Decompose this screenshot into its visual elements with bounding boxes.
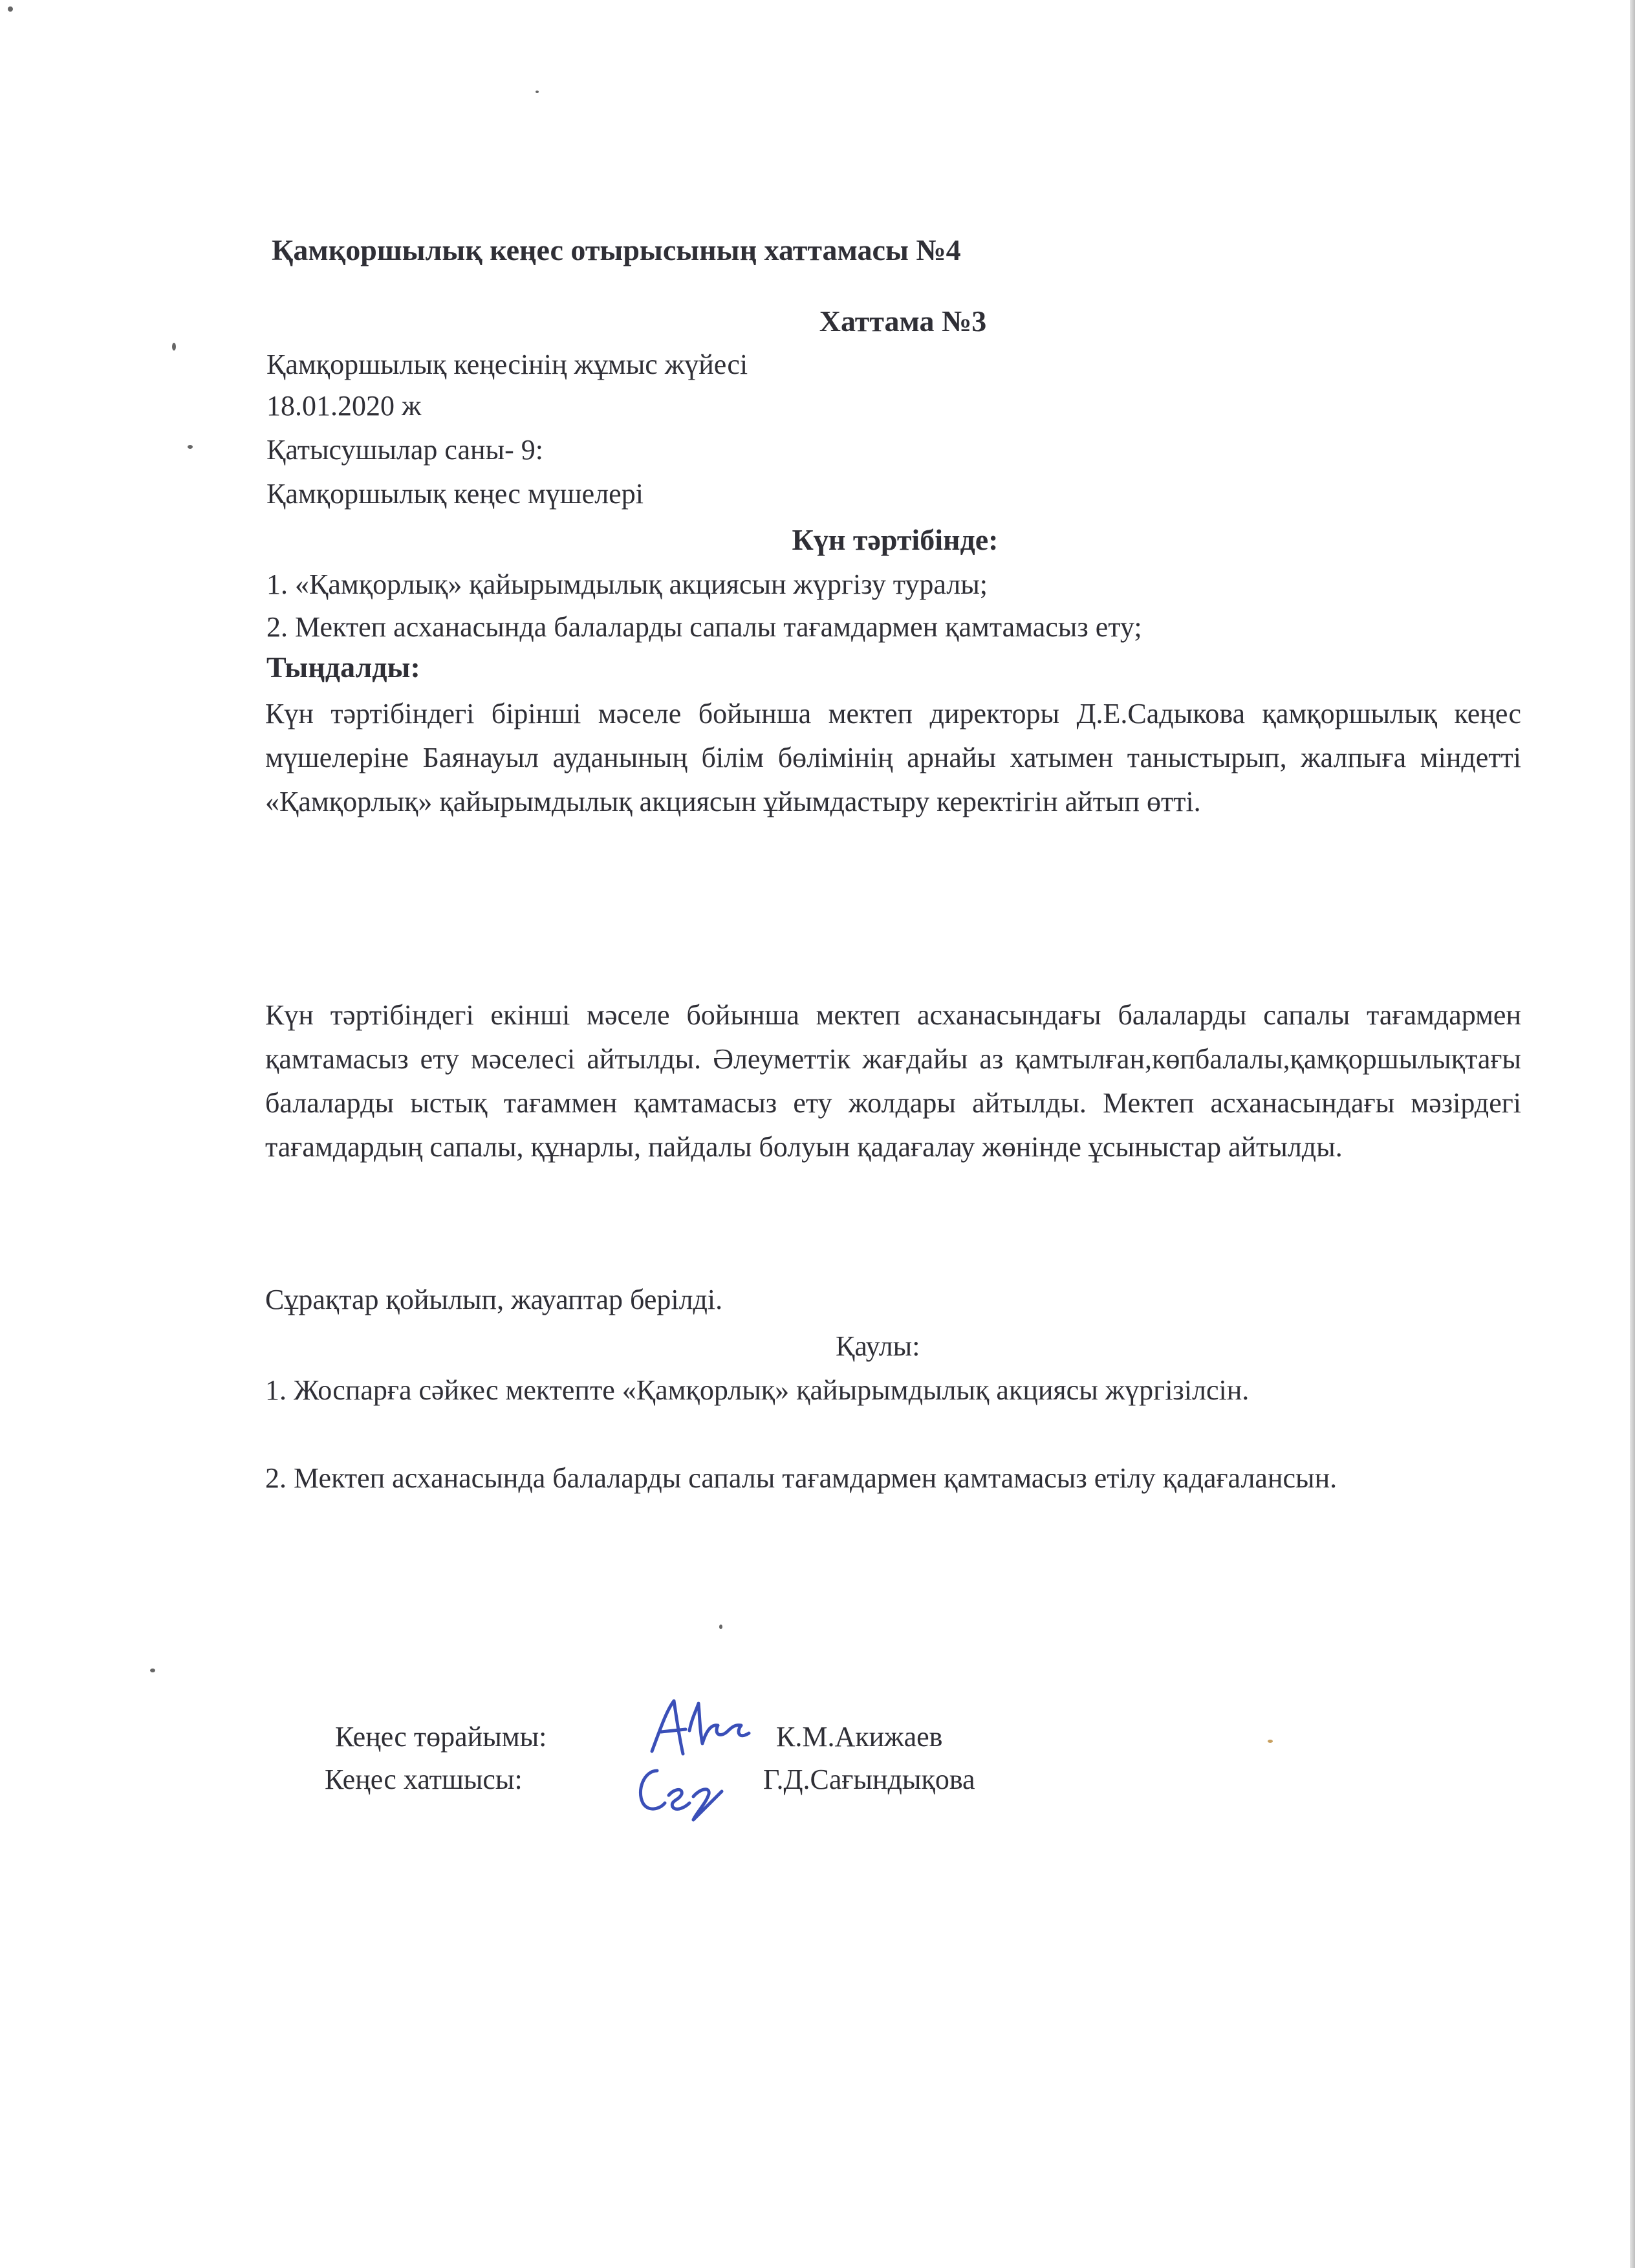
secretary-role: Кеңес хатшысы: — [325, 1764, 523, 1795]
paragraph-2: Күн тәртібіндегі екінші мәселе бойынша мектеп асханасындағы балаларды сапалы тағамдармен қамтамасыз ету мәселесі айтылды. Әлеуметтік жағдайы аз қамтылған,көпбалалы,қамқоршылықтағы балаларды ыстық тағаммен қамтамасыз ету жолдары айтылды. Мектеп асханасындағы мәзірдегі тағамдардың сапалы, құнарлы, пайдалы болуын қадағалау жөнінде ұсыныстар айтылды. — [265, 999, 1521, 1163]
decision-heading: Қаулы: — [836, 1330, 920, 1362]
agenda-item-1: 1. «Қамқорлық» қайырымдылық акциясын жүргізу туралы; — [266, 568, 988, 600]
header-date: 18.01.2020 ж — [266, 390, 422, 422]
paragraph-1: Күн тәртібіндегі бірінші мәселе бойынша мектеп директоры Д.Е.Садыкова қамқоршылық кеңес мүшелеріне Баянауыл ауданының білім бөлімінің арнайы хатымен таныстырып, жалпыға міндетті «Қамқорлық» қайырымдылық акциясын ұйымдастыру керектігін айтып өтті. — [265, 698, 1521, 817]
scan-speck — [1268, 1740, 1273, 1743]
secretary-name: Г.Д.Сағындықова — [763, 1764, 975, 1795]
scan-speck — [8, 6, 13, 12]
protocol-title: Хаттама №3 — [819, 305, 987, 338]
header-participants: Қатысушылар саны- 9: — [266, 434, 543, 466]
scan-speck — [719, 1625, 722, 1629]
scan-speck — [150, 1669, 155, 1672]
questions-line: Сұрақтар қойылып, жауаптар берілді. — [265, 1284, 723, 1315]
chair-signature — [647, 1692, 757, 1763]
header-line-1: Қамқоршылық кеңесінің жұмыс жүйесі — [266, 349, 748, 380]
agenda-heading: Күн тәртібінде: — [792, 523, 999, 556]
decision-2: 2. Мектеп асханасында балаларды сапалы тағамдармен қамтамасыз етілу қадағалансын. — [265, 1462, 1337, 1494]
heard-heading: Тыңдалды: — [266, 651, 420, 684]
scan-speck — [188, 445, 193, 449]
scan-speck — [172, 343, 176, 351]
chair-name: К.М.Акижаев — [776, 1721, 943, 1753]
scan-speck — [536, 91, 539, 93]
scan-edge — [1630, 0, 1635, 2268]
agenda-item-2: 2. Мектеп асханасында балаларды сапалы тағамдармен қамтамасыз ету; — [266, 611, 1142, 643]
header-members: Қамқоршылық кеңес мүшелері — [266, 478, 644, 510]
chair-role: Кеңес төрайымы: — [335, 1721, 547, 1753]
secretary-signature — [631, 1758, 728, 1822]
decision-1: 1. Жоспарға сәйкес мектепте «Қамқорлық» қайырымдылық акциясы жүргізілсін. — [265, 1374, 1250, 1406]
main-title: Қамқоршылық кеңес отырысының хаттамасы №4 — [272, 233, 961, 266]
